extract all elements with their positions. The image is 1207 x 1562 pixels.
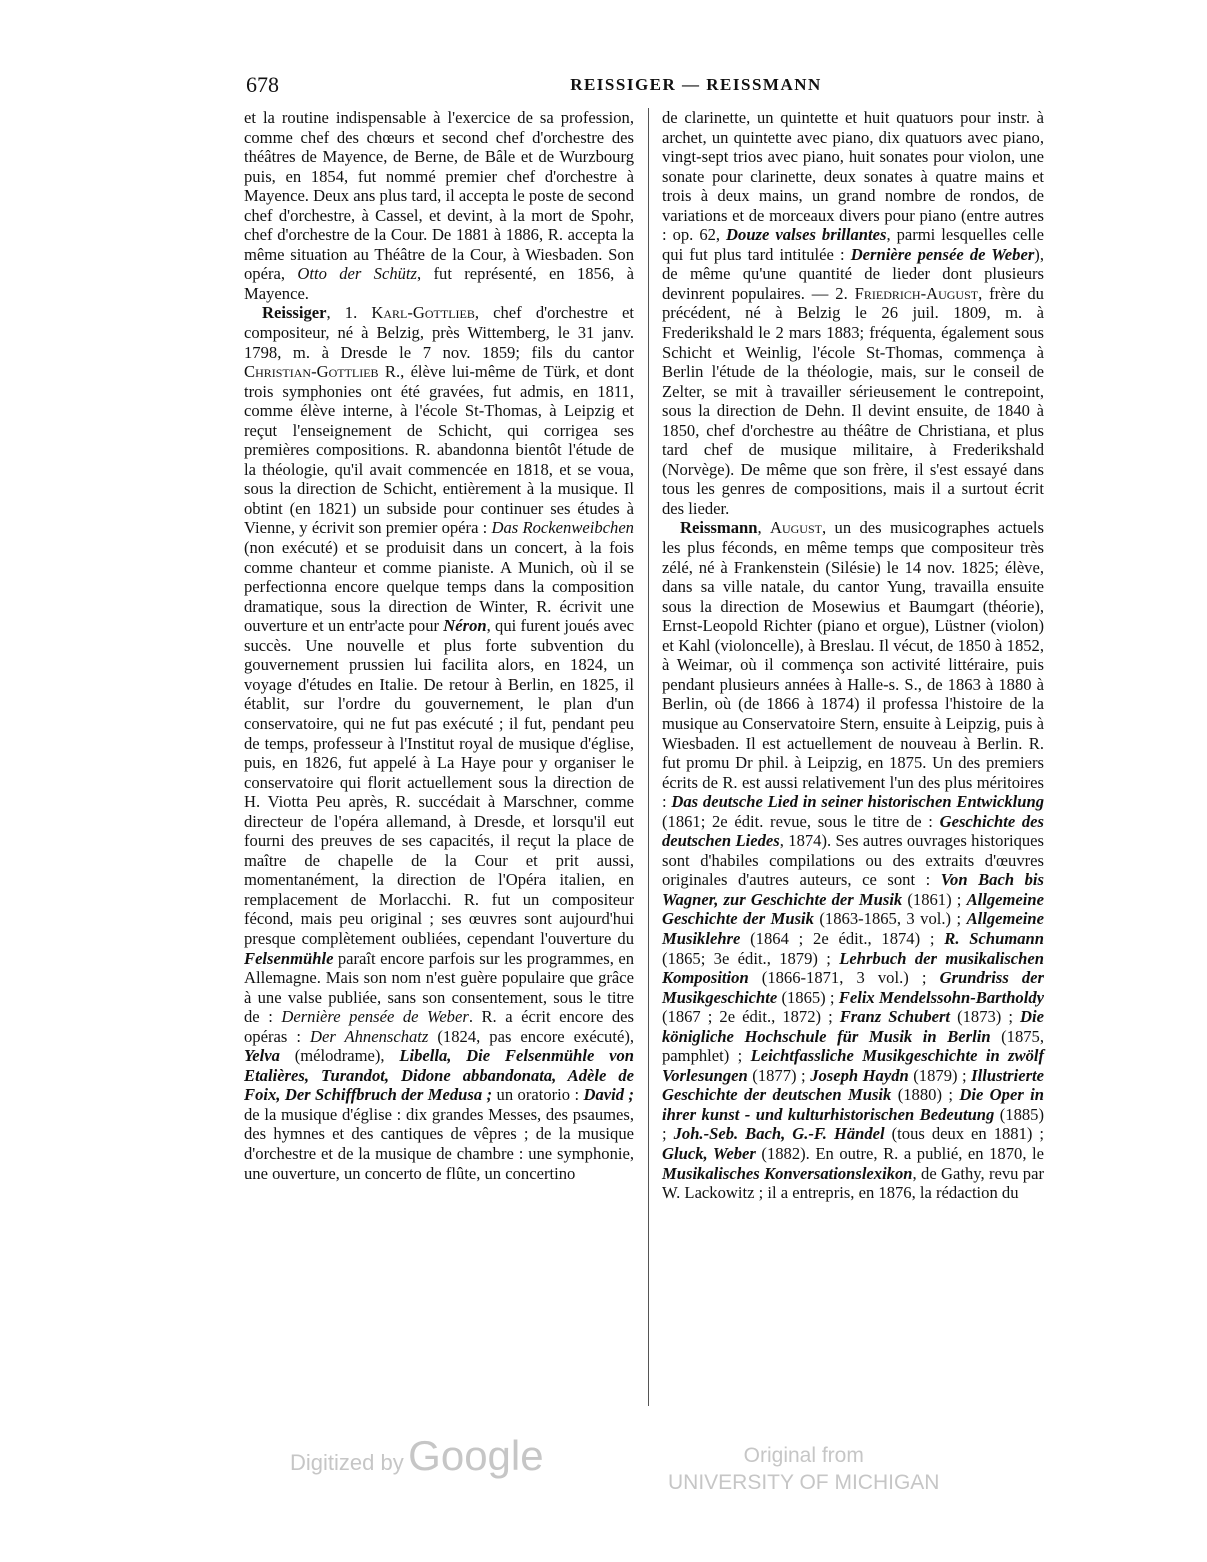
original-from-watermark — [668, 1442, 939, 1496]
paragraph-continuation-right: de clarinette, un quintette et huit quatuors pour instr. à archet, un quintette avec piano, dix quatuors avec piano, vingt-sept trios avec piano, huit sonates pour violon, une sonate pour clarinette, deux sonates à quatre mains et trois à deux mains, un grand nombre de rondos, de variations et de morceaux divers pour piano (entre autres : op. 62, Douze valses brillantes, parmi lesquelles celle qui fut plus tard intitulée : Dernière pensée de Weber), de même qu'une quantité de lieder dont plusieurs devinrent populaires. — 2. Friedrich-August, frère du précédent, né à Belzig le 26 juil. 1809, m. à Frederikshald le 2 mars 1883; fréquenta, également sous Schicht et Weinlig, l'école St-Thomas, commença à Berlin l'étude de la théologie, mais, sur le conseil de Zelter, se mit à travailler sérieusement le contrepoint, sous la direction de Dehn. Il devint ensuite, de 1840 à 1850, chef d'orchestre au théâtre de Christiana, et plus tard chef de musique militaire, à Frederikshald (Norvège). De même que son frère, il s'est essayé dans tous les genres de compositions, mais il a surtout écrit des lieder. — [662, 108, 1044, 518]
page-header — [246, 72, 1046, 102]
page-number: 678 — [246, 72, 279, 97]
university-text: UNIVERSITY OF MICHIGAN — [668, 1471, 940, 1494]
running-title: REISSIGER — REISSMANN — [570, 75, 822, 94]
entry-heading: Reissmann — [680, 518, 758, 538]
original-from-text: Original from — [743, 1444, 864, 1467]
left-column — [244, 108, 634, 1183]
digitized-by-text: Digitized by — [290, 1450, 404, 1475]
right-column — [662, 108, 1044, 1203]
column-divider — [648, 108, 649, 1406]
entry-reissiger: Reissiger, 1. Karl-Gottlieb, chef d'orchestre et compositeur, né à Belzig, près Wittemberg, le 31 janv. 1798, m. à Dresde le 7 nov. 1859; fils du cantor Christian-Gottlieb R., élève lui-même de Türk, et dont trois symphonies ont été gravées, fut admis, en 1811, comme élève interne, à l'école St-Thomas, à Leipzig et reçut l'enseignement de Schicht, qui corrigea ses premières compositions. R. abandonna bientôt l'étude de la théologie, qu'il avait commencée en 1818, et se voua, sous la direction de Schicht, entièrement à la musique. Il obtint (en 1821) un subside pour continuer ses études à Vienne, y écrivit son premier opéra : Das Rockenweibchen (non exécuté) et se produisit dans un concert, à la fois comme chanteur et comme pianiste. A Munich, où il se perfectionna encore quelque temps dans la composition dramatique, sous la direction de Winter, R. écrivit une ouverture et un entr'acte pour Néron, qui furent joués avec succès. Une nouvelle et plus forte subvention du gouvernement prussien lui facilita alors, en 1824, un voyage d'études en Italie. De retour à Berlin, en 1825, il établit, sur l'ordre du gouvernement, le plan d'un conservatoire, qui ne fut pas exécuté ; il fut, pendant peu de temps, professeur à l'Institut royal de musique d'église, puis, en 1826, fut appelé à La Haye pour y organiser le conservatoire qui florit actuellement sous la direction de H. Viotta Peu après, R. succédait à Marschner, comme directeur de l'opéra allemand, à Dresde, et lorsqu'il eut fourni des preuves de ses capacités, il reçut la place de maître de chapelle de la Cour et prit aussi, momentanément, la direction de l'Opéra italien, en remplacement de Morlacchi. R. fut un compositeur fécond, mais peu original ; ses œuvres sont aujourd'hui presque complètement oubliées, cependant l'ouverture du Felsenmühle paraît encore parfois sur les programmes, en Allemagne. Mais son nom n'est guère populaire que grâce à une valse publiée, sans son consentement, sous le titre de : Dernière pensée de Weber. R. a écrit encore des opéras : Der Ahnenschatz (1824, pas encore exécuté), Yelva (mélodrame), Libella, Die Felsenmühle von Etalières, Turandot, Didone abbandonata, Adèle de Foix, Der Schiffbruch der Medusa ; un oratorio : David ; de la musique d'église : dix grandes Messes, des psaumes, des hymnes et des cantiques de vêpres ; de la musique d'orchestre et de la musique de chambre : une symphonie, une ouverture, un concerto de flûte, un concertino — [244, 303, 635, 1183]
entry-heading: Reissiger — [262, 303, 327, 323]
entry-reissmann: Reissmann, August, un des musicographes actuels les plus féconds, en même temps que compositeur très zélé, né à Frankenstein (Silésie) le 14 nov. 1825; élève, dans sa ville natale, du cantor Yung, travailla ensuite sous la direction de Mosewius et Baumgart (théorie), Ernst-Leopold Richter (piano et orgue), Lüstner (violon) et Kahl (violoncelle), à Breslau. Il vécut, de 1850 à 1852, à Weimar, où il commença son activité littéraire, puis pendant plusieurs années à Halle-s. S., de 1863 à 1880 à Berlin, où (de 1866 à 1874) il professa l'histoire de la musique au Conservatoire Stern, ensuite à Leipzig, puis à Wiesbaden. Il est actuellement de nouveau à Berlin. R. fut promu Dr phil. à Leipzig, en 1875. Un des premiers écrits de R. est aussi relativement l'un des plus méritoires : Das deutsche Lied in seiner historischen Entwicklung (1861; 2e édit. revue, sous le titre de : Geschichte des deutschen Liedes, 1874). Ses autres ouvrages historiques sont d'habiles compilations ou des extraits d'œuvres originales d'autres auteurs, ce sont : Von Bach bis Wagner, zur Geschichte der Musik (1861) ; Allgemeine Geschichte der Musik (1863-1865, 3 vol.) ; Allgemeine Musiklehre (1864 ; 2e édit., 1874) ; R. Schumann (1865; 3e édit., 1879) ; Lehrbuch der musikalischen Komposition (1866-1871, 3 vol.) ; Grundriss der Musikgeschichte (1865) ; Felix Mendelssohn-Bartholdy (1867 ; 2e édit., 1872) ; Franz Schubert (1873) ; Die königliche Hochschule für Musik in Berlin (1875, pamphlet) ; Leichtfassliche Musikgeschichte in zwölf Vorlesungen (1877) ; Joseph Haydn (1879) ; Illustrierte Geschichte der deutschen Musik (1880) ; Die Oper in ihrer kunst - und kulturhistorischen Bedeutung (1885) ; Joh.-Seb. Bach, G.-F. Händel (tous deux en 1881) ; Gluck, Weber (1882). En outre, R. a publié, en 1870, le Musikalisches Konversationslexikon, de Gathy, revu par W. Lackowitz ; il a entrepris, en 1876, la rédaction du — [662, 518, 1045, 1203]
google-logo: Google — [408, 1432, 544, 1479]
digitized-by-watermark — [290, 1432, 544, 1480]
paragraph-continuation: et la routine indispensable à l'exercice de sa profession, comme chef des chœurs et second chef d'orchestre des théâtres de Mayence, de Berne, de Bâle et de Wurzbourg puis, en 1854, fut nommé premier chef d'orchestre à Mayence. Deux ans plus tard, il accepta le poste de second chef d'orchestre, à Cassel, et devint, à la mort de Spohr, chef d'orchestre de la Cour. De 1881 à 1886, R. accepta la même situation au Théâtre de la Cour, à Wiesbaden. Son opéra, Otto der Schütz, fut représenté, en 1856, à Mayence. — [244, 108, 634, 303]
